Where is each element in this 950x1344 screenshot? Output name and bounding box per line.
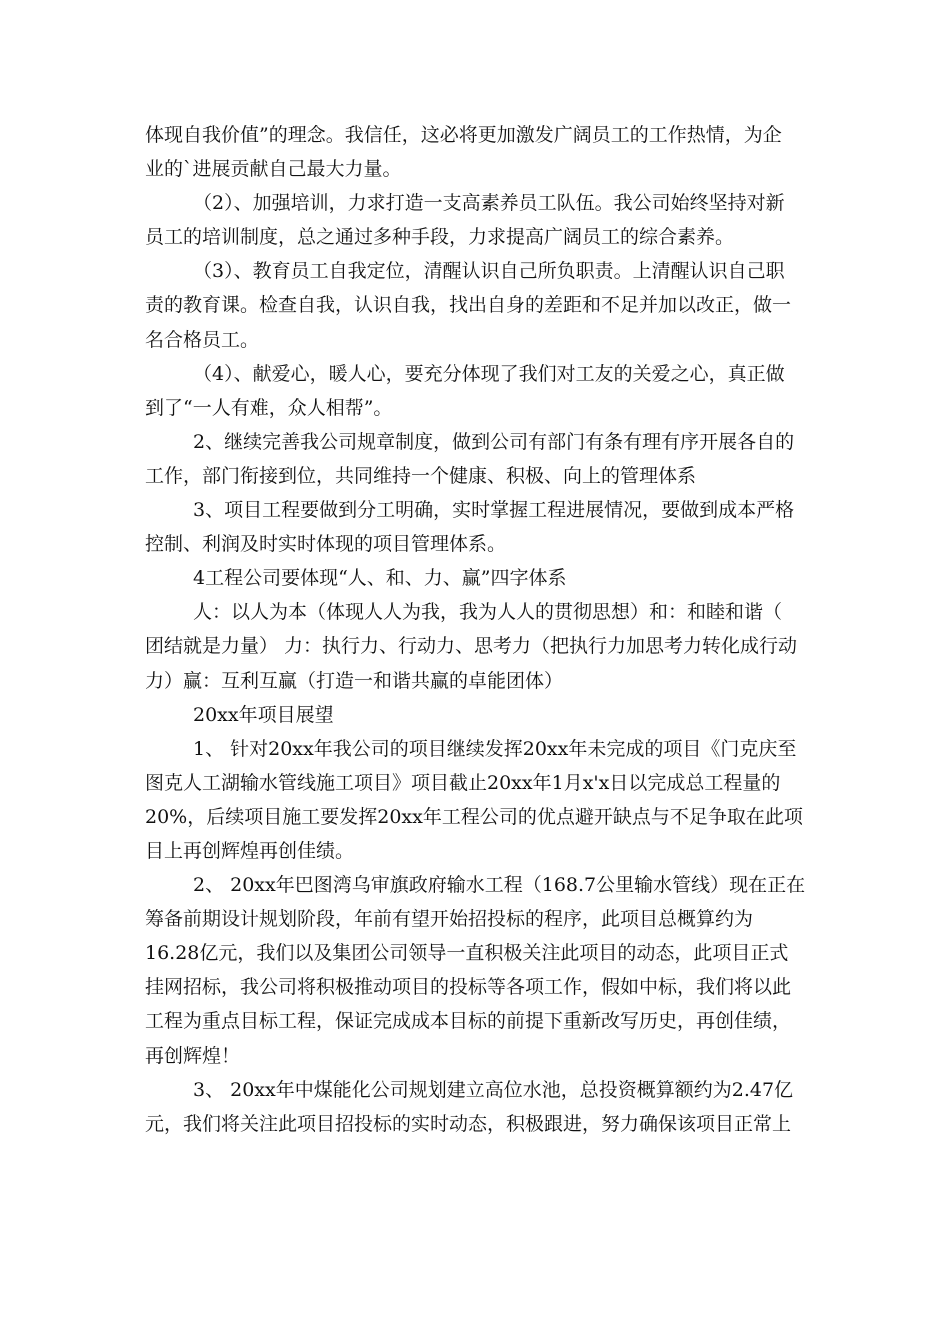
text-line: 名合格员工。 <box>145 328 260 351</box>
paragraph-start: （4）、献爱心，暖人心，要充分体现了我们对工友的关爱之心，真正做 <box>193 362 785 385</box>
section-heading: 4工程公司要体现“人、和、力、赢”四字体系 <box>193 567 567 590</box>
text-line: 业的`进展贡献自己最大力量。 <box>145 158 402 181</box>
paragraph-start: 3、 20xx年中煤能化公司规划建立高位水池，总投资概算额约为2.47亿 <box>193 1078 794 1101</box>
text-line: 16.28亿元，我们以及集团公司领导一直积极关注此项目的动态，此项目正式 <box>145 942 789 965</box>
text-line: 团结就是力量） 力：执行力、行动力、思考力（把执行力加思考力转化成行动 <box>145 635 798 658</box>
paragraph-start: 3、项目工程要做到分工明确，实时掌握工程进展情况，要做到成本严格 <box>193 499 795 522</box>
paragraph-start: 1、 针对20xx年我公司的项目继续发挥20xx年未完成的项目《门克庆至 <box>193 737 797 760</box>
text-line: 20%，后续项目施工要发挥20xx年工程公司的优点避开缺点与不足争取在此项 <box>145 805 803 828</box>
paragraph-start: （2）、加强培训，力求打造一支高素养员工队伍。我公司始终坚持对新 <box>193 192 785 215</box>
text-line: 工程为重点目标工程，保证完成成本目标的前提下重新改写历史，再创佳绩， <box>145 1010 792 1033</box>
text-line: 元，我们将关注此项目招投标的实时动态，积极跟进，努力确保该项目正常上 <box>145 1112 792 1135</box>
text-line: 到了“一人有难，众人相帮”。 <box>145 396 393 419</box>
paragraph-start: 2、 20xx年巴图湾乌审旗政府输水工程（168.7公里输水管线）现在正在 <box>193 874 806 897</box>
text-line: 控制、利润及时实时体现的项目管理体系。 <box>145 533 507 556</box>
text-line: 图克人工湖输水管线施工项目》项目截止20xx年1月x'x日以完成总工程量的 <box>145 771 781 794</box>
text-line: 力）赢：互利互赢（打造一和谐共赢的卓能团体） <box>145 669 564 692</box>
text-line: 体现自我价值”的理念。我信任，这必将更加激发广阔员工的工作热情，为企 <box>145 124 782 146</box>
paragraph-start: （3）、教育员工自我定位，清醒认识自己所负职责。上清醒认识自己职 <box>193 260 785 283</box>
section-heading: 20xx年项目展望 <box>193 703 334 726</box>
document-body <box>145 118 815 1141</box>
paragraph-start: 人：以人为本（体现人人为我，我为人人的贯彻思想）和：和睦和谐（ <box>193 601 783 624</box>
text-line: 工作，部门衔接到位，共同维持一个健康、积极、向上的管理体系 <box>145 464 697 487</box>
paragraph-start: 2、继续完善我公司规章制度，做到公司有部门有条有理有序开展各自的 <box>193 430 795 453</box>
text-line: 再创辉煌！ <box>145 1044 241 1067</box>
text-line: 责的教育课。检查自我，认识自我，找出自身的差距和不足并加以改正，做一 <box>145 294 792 317</box>
text-line: 员工的培训制度，总之通过多种手段，力求提高广阔员工的综合素养。 <box>145 226 735 249</box>
text-line: 目上再创辉煌再创佳绩。 <box>145 839 355 862</box>
text-line: 筹备前期设计规划阶段，年前有望开始招投标的程序，此项目总概算约为 <box>145 908 754 931</box>
text-line: 挂网招标，我公司将积极推动项目的投标等各项工作，假如中标，我们将以此 <box>145 976 792 999</box>
